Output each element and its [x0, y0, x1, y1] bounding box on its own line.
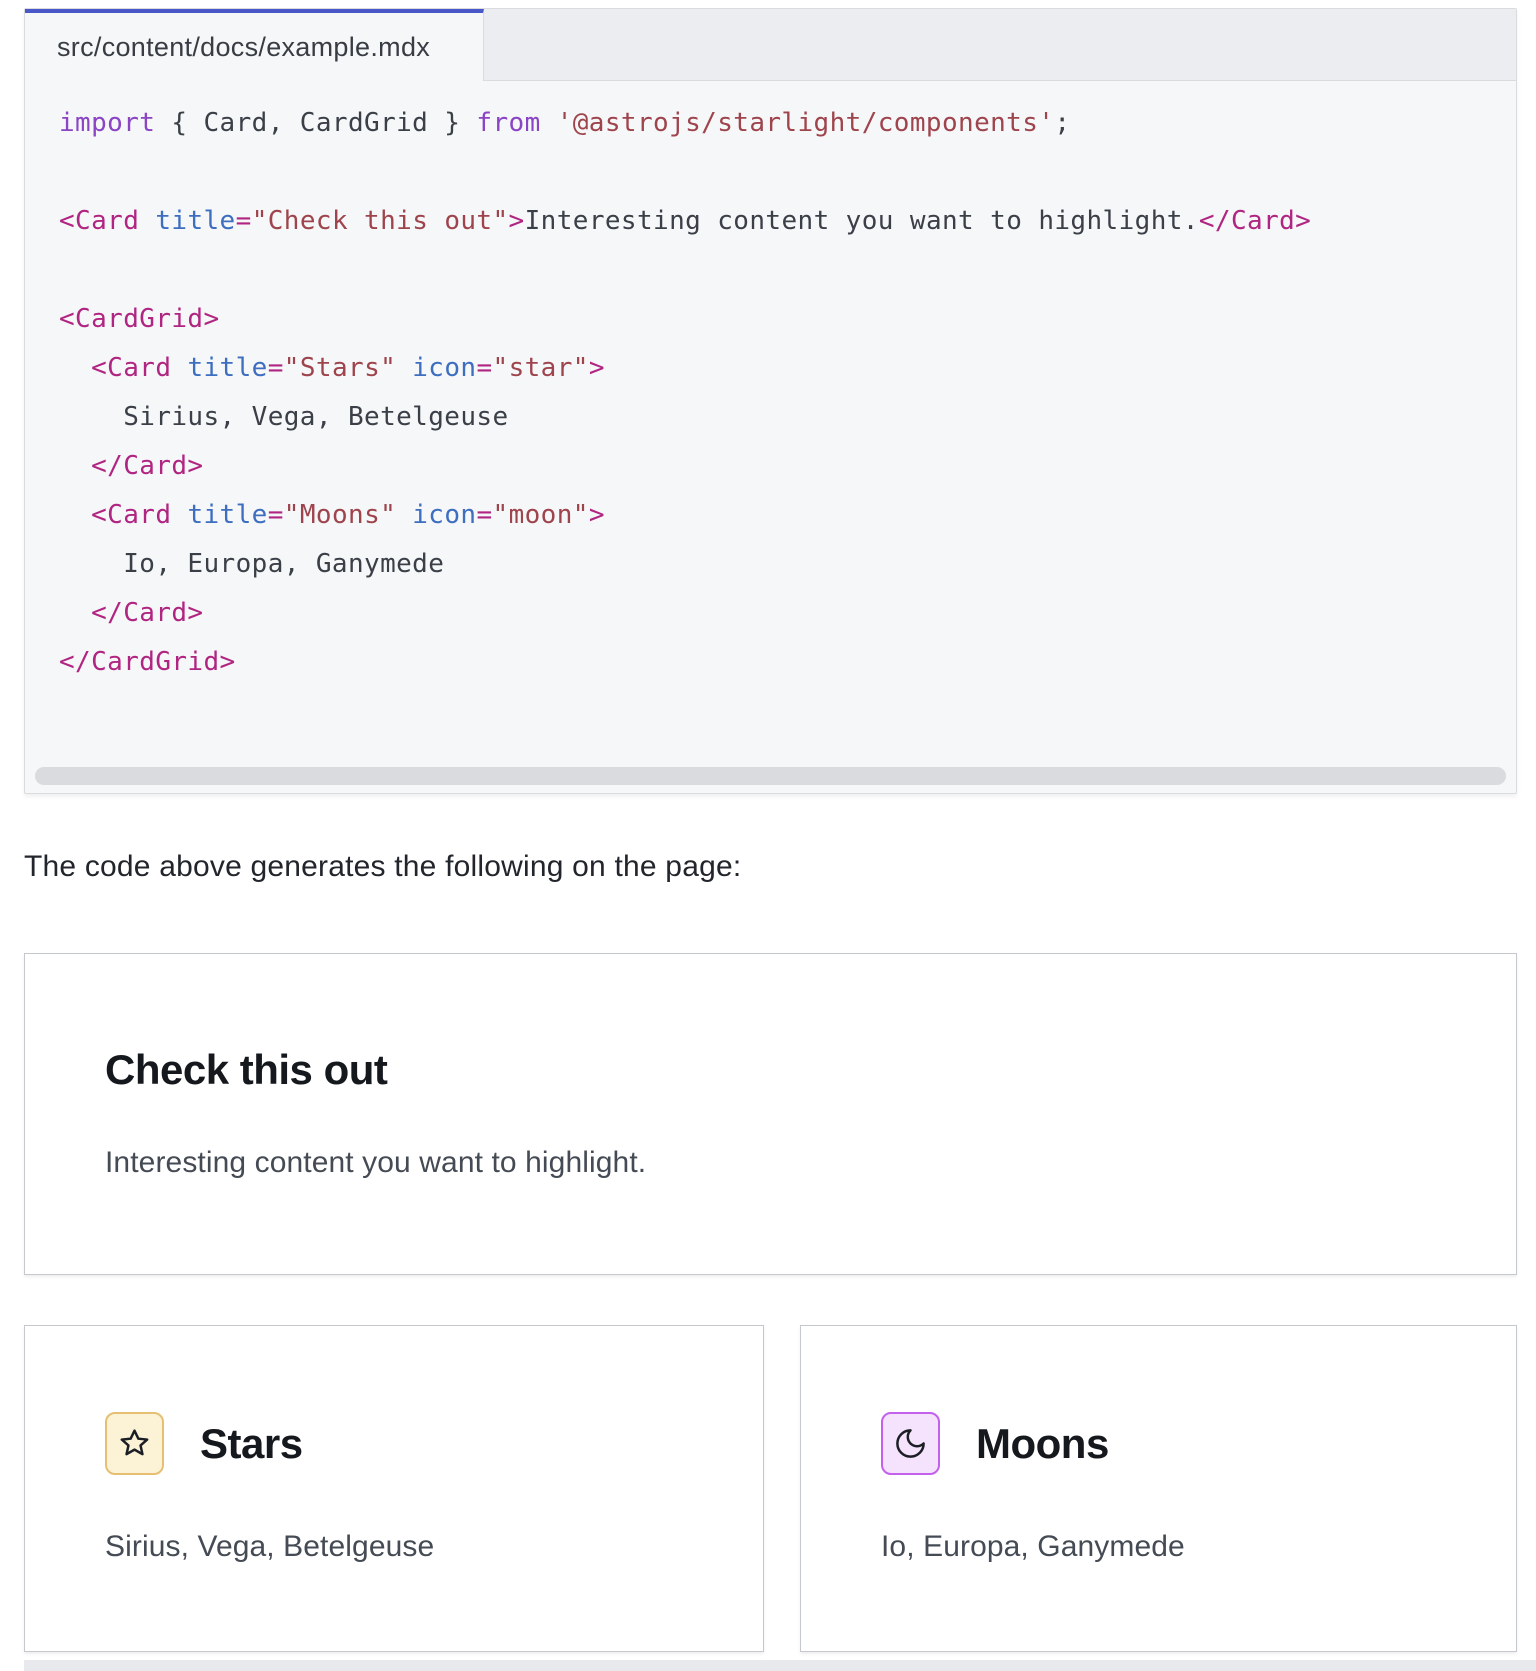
card-header	[881, 1412, 1436, 1475]
preview-card-moons	[800, 1325, 1517, 1652]
code-line: Io, Europa, Ganymede	[59, 549, 445, 579]
code-line: <Card title="Stars" icon="star">	[91, 353, 605, 383]
horizontal-scrollbar-thumb[interactable]	[35, 767, 1506, 785]
card-title: Stars	[200, 1419, 303, 1467]
tab-bar-filler	[484, 9, 1516, 80]
code-line	[59, 246, 1516, 295]
code-block-frame	[24, 8, 1517, 794]
code-lines	[25, 81, 1516, 687]
star-icon-box	[105, 1412, 164, 1475]
code-line: </Card>	[91, 451, 204, 481]
card-title: Check this out	[105, 1046, 388, 1093]
code-line: Sirius, Vega, Betelgeuse	[59, 402, 509, 432]
code-tab-filename	[25, 9, 484, 81]
intro-paragraph: The code above generates the following on the page:	[24, 850, 742, 883]
preview-card-stars	[24, 1325, 764, 1652]
code-line: import { Card, CardGrid } from '@astrojs/starlight/components';	[59, 108, 1071, 138]
card-body: Io, Europa, Ganymede	[881, 1530, 1185, 1563]
preview-card-main	[24, 953, 1517, 1275]
card-body: Interesting content you want to highlight.	[105, 1146, 647, 1179]
code-line: </Card>	[91, 598, 204, 628]
code-line: </CardGrid>	[59, 647, 236, 677]
card-header	[105, 1412, 683, 1475]
card-title: Moons	[976, 1419, 1109, 1467]
next-section-edge	[24, 1660, 1536, 1671]
moon-icon	[893, 1426, 928, 1461]
code-tab-bar	[25, 9, 1516, 81]
moon-icon-box	[881, 1412, 940, 1475]
code-line: <Card title="Check this out">Interesting content you want to highlight.</Card>	[59, 206, 1312, 236]
code-line: <Card title="Moons" icon="moon">	[91, 500, 605, 530]
code-line: <CardGrid>	[59, 304, 220, 334]
code-line	[59, 148, 1516, 197]
star-icon	[117, 1426, 152, 1461]
code-tab-label: src/content/docs/example.mdx	[57, 31, 431, 62]
card-body: Sirius, Vega, Betelgeuse	[105, 1530, 435, 1563]
